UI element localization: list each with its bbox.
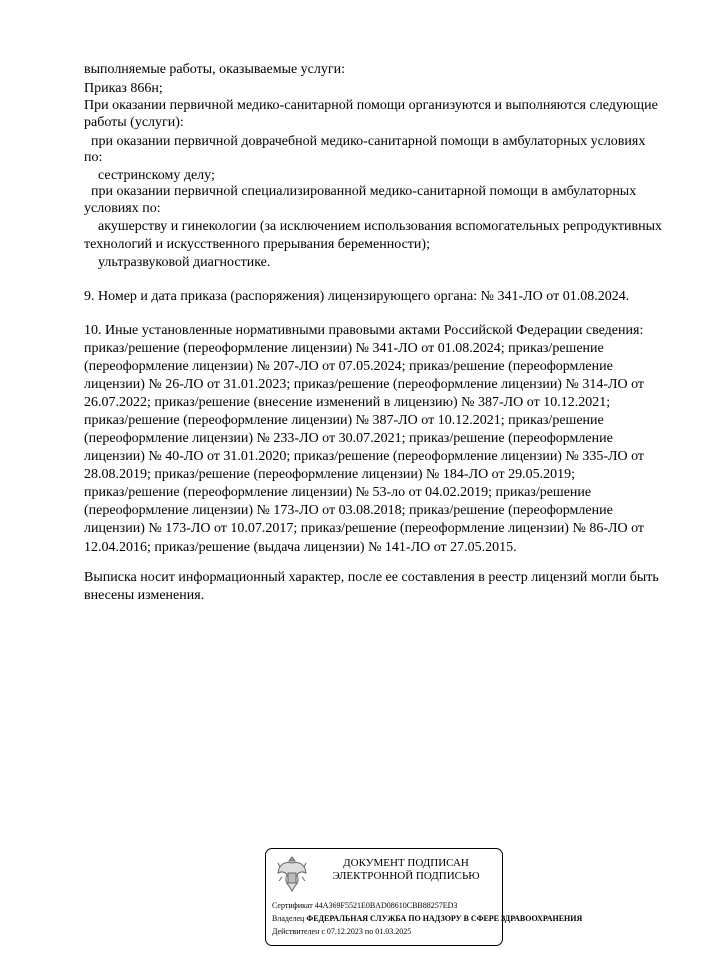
text-line: лицензии) № 26-ЛО от 31.01.2023; приказ/решение (переоформление лицензии) № 314-ЛО от [84,377,645,392]
text-line: приказ/решение (переоформление лицензии) № 387-ЛО от 10.12.2021; приказ/решение [84,413,604,428]
text-line: Приказ 866н; [84,81,163,96]
text-line: приказ/решение (переоформление лицензии) № 341-ЛО от 01.08.2024; приказ/решение [84,341,604,356]
text-line: приказ/решение (переоформление лицензии) № 53-ло от 04.02.2019; приказ/решение [84,485,592,500]
text-line: Выписка носит информационный характер, после ее составления в реестр лицензий могли быть [84,570,659,585]
text-line: условиях по: [84,201,161,216]
cert-label: Сертификат [272,901,313,910]
text-line: (переоформление лицензии) № 173-ЛО от 03.08.2018; приказ/решение (переоформление [84,503,613,518]
stamp-validity: Действителен с 07.12.2023 по 01.03.2025 [272,927,412,936]
text-line: (переоформление лицензии) № 207-ЛО от 07.05.2024; приказ/решение (переоформление [84,359,613,374]
coat-of-arms-icon [276,853,308,895]
text-line: лицензии) № 173-ЛО от 10.07.2017; приказ/решение (переоформление лицензии) № 86-ЛО от [84,521,645,536]
text-line: ультразвуковой диагностике. [84,255,271,270]
text-line: 9. Номер и дата приказа (распоряжения) лицензирующего органа: № 341-ЛО от 01.08.2024. [84,289,630,304]
text-line: акушерству и гинекологии (за исключением использования вспомогательных репродуктивных [84,219,663,234]
text-line: работы (услуги): [84,115,184,130]
stamp-title-line2: ЭЛЕКТРОННОЙ ПОДПИСЬЮ [332,870,480,882]
text-line: 10. Иные установленные нормативными правовыми актами Российской Федерации сведения: [84,323,644,338]
text-line: лицензии) № 40-ЛО от 31.01.2020; приказ/решение (переоформление лицензии) № 335-ЛО от [84,449,645,464]
text-line: по: [84,150,103,165]
stamp-certificate [272,901,457,911]
text-line: 26.07.2022; приказ/решение (внесение изменений в лицензию) № 387-ЛО от 10.12.2021; [84,395,611,410]
stamp-owner [272,914,582,924]
text-line: при оказании первичной доврачебной медико-санитарной помощи в амбулаторных условиях [84,134,646,149]
text-line: 12.04.2016; приказ/решение (выдача лицензии) № 141-ЛО от 27.05.2015. [84,540,517,555]
text-line: При оказании первичной медико-санитарной помощи организуются и выполняются следующие [84,98,658,113]
owner-value: ФЕДЕРАЛЬНАЯ СЛУЖБА ПО НАДЗОРУ В СФЕРЕ ЗДРАВООХРАНЕНИЯ [306,914,583,923]
text-line: сестринскому делу; [84,168,215,183]
text-line: внесены изменения. [84,588,205,603]
text-line: выполняемые работы, оказываемые услуги: [84,62,346,77]
cert-value: 44A369F5521E0BAD08610CBB88257ED3 [314,901,458,910]
text-line: (переоформление лицензии) № 233-ЛО от 30.07.2021; приказ/решение (переоформление [84,431,613,446]
text-line: технологий и искусственного прерывания беременности); [84,237,430,252]
owner-label: Владелец [272,914,305,923]
text-line: 28.08.2019; приказ/решение (переоформление лицензии) № 184-ЛО от 29.05.2019; [84,467,576,482]
stamp-title-line1: ДОКУМЕНТ ПОДПИСАН [343,857,469,869]
e-signature-stamp [265,848,583,946]
text-line: при оказании первичной специализированной медико-санитарной помощи в амбулаторных [84,184,637,199]
